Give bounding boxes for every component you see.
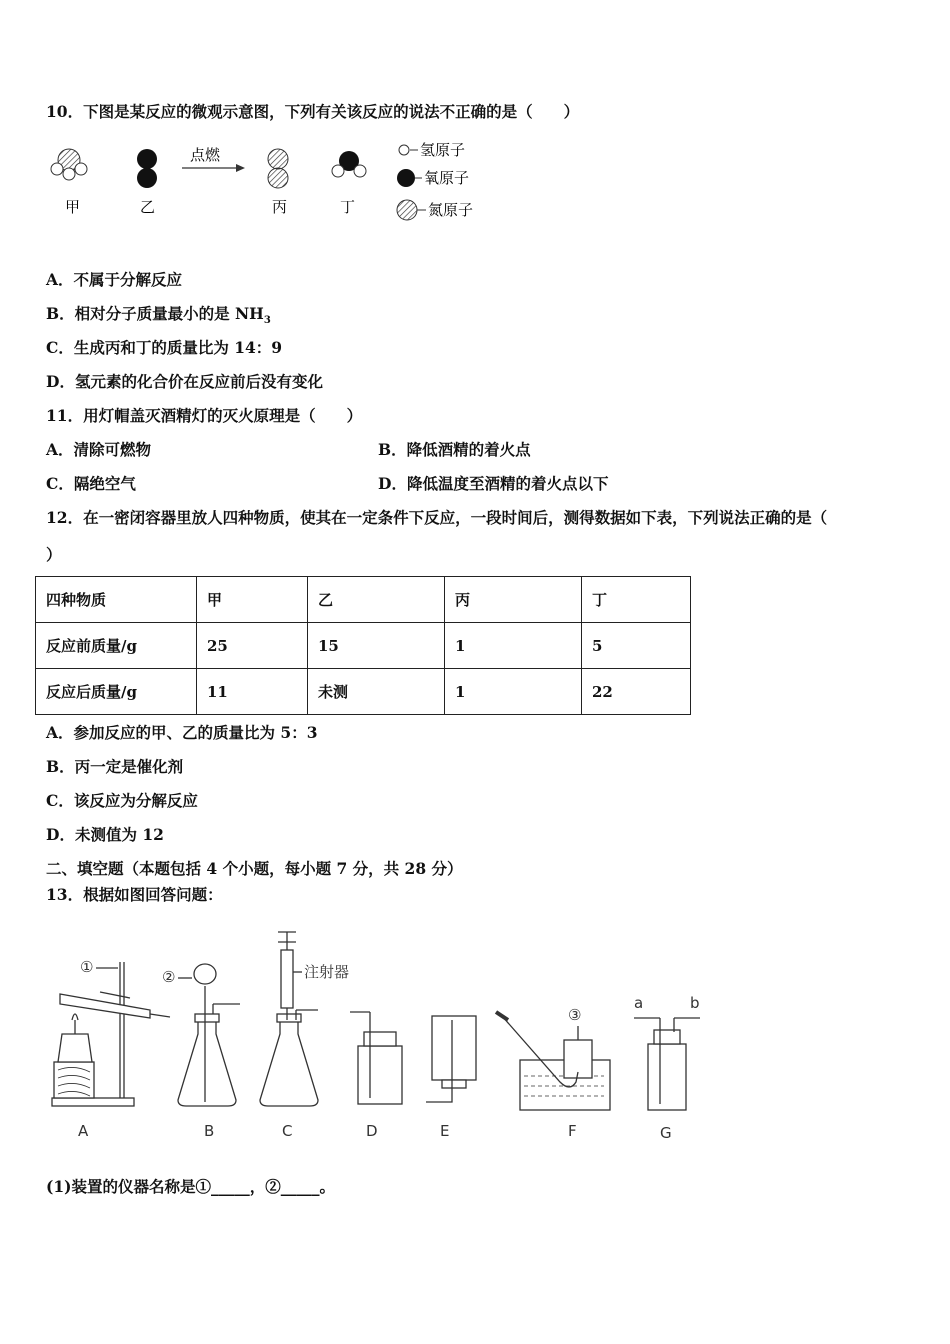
- apparatus-a: [52, 958, 170, 1140]
- table-cell: 反应前质量/g: [36, 623, 197, 669]
- apparatus-f: [496, 1006, 610, 1140]
- label-f: F: [568, 1122, 577, 1140]
- table-cell: 25: [197, 623, 308, 669]
- annotation-syringe: 注射器: [304, 963, 350, 981]
- table-header-cell: 丁: [582, 577, 691, 623]
- table-row: [36, 669, 691, 715]
- legend-nitrogen: 氮原子: [428, 201, 474, 219]
- q10-option-a: A．不属于分解反应: [46, 270, 183, 289]
- q13-sub1: (1)装置的仪器名称是①_____，②_____。: [46, 1177, 335, 1196]
- q12-option-d: D．未测值为 12: [46, 825, 164, 844]
- q11-stem: 11．用灯帽盖灭酒精灯的灭火原理是（ ）: [46, 406, 363, 425]
- annotation-three: ③: [568, 1006, 582, 1024]
- table-cell: 22: [582, 669, 691, 715]
- table-cell: 未测: [308, 669, 445, 715]
- q12-stem-line2: ）: [46, 545, 62, 564]
- q13-stem: 13．根据如图回答问题：: [46, 885, 223, 904]
- label-ding: 丁: [340, 198, 356, 216]
- annotation-two: ②: [162, 968, 176, 986]
- apparatus-g: [634, 994, 700, 1142]
- annotation-one: ①: [80, 958, 94, 976]
- table-cell: 1: [445, 669, 582, 715]
- q12-data-table: [35, 576, 691, 715]
- section2-title: 二、填空题（本题包括 4 个小题，每小题 7 分，共 28 分）: [46, 859, 463, 878]
- annotation-a: a: [634, 994, 644, 1012]
- reaction-diagram: [40, 140, 510, 230]
- label-yi: 乙: [140, 198, 156, 216]
- q12-option-c: C．该反应为分解反应: [46, 791, 198, 810]
- apparatus-d: [350, 1012, 402, 1140]
- q10-stem: 10．下图是某反应的微观示意图，下列有关该反应的说法不正确的是（ ）: [46, 102, 580, 121]
- table-header-row: [36, 577, 691, 623]
- molecule-yi: [137, 149, 157, 188]
- table-row: [36, 623, 691, 669]
- annotation-b: b: [690, 994, 700, 1012]
- table-cell: 15: [308, 623, 445, 669]
- label-bing: 丙: [272, 198, 288, 216]
- q11-option-d: D．降低温度至酒精的着火点以下: [378, 474, 609, 493]
- label-b: B: [204, 1122, 215, 1140]
- label-g: G: [660, 1124, 672, 1142]
- table-cell: 5: [582, 623, 691, 669]
- legend: [397, 141, 473, 220]
- q12-option-a: A．参加反应的甲、乙的质量比为 5：3: [46, 723, 318, 742]
- table-header-cell: 甲: [197, 577, 308, 623]
- q11-option-b: B．降低酒精的着火点: [378, 440, 531, 459]
- legend-oxygen: 氧原子: [424, 169, 470, 187]
- q10-option-c: C．生成丙和丁的质量比为 14：9: [46, 338, 283, 357]
- q12-option-b: B．丙一定是催化剂: [46, 757, 184, 776]
- q11-option-c: C．隔绝空气: [46, 474, 136, 493]
- label-e: E: [440, 1122, 450, 1140]
- apparatus-c: [260, 932, 349, 1140]
- molecule-ding: [332, 151, 366, 177]
- label-a: A: [78, 1122, 89, 1140]
- apparatus-b: [162, 964, 240, 1140]
- molecule-bing: [268, 149, 288, 188]
- q11-option-a: A．清除可燃物: [46, 440, 152, 459]
- table-header-cell: 四种物质: [36, 577, 197, 623]
- label-d: D: [366, 1122, 378, 1140]
- table-header-cell: 丙: [445, 577, 582, 623]
- q12-stem-line1: 12．在一密闭容器里放人四种物质，使其在一定条件下反应，一段时间后，测得数据如下表，下列说法正确的是（: [46, 508, 828, 527]
- table-header-cell: 乙: [308, 577, 445, 623]
- label-jia: 甲: [65, 198, 81, 216]
- q10-option-d: D．氢元素的化合价在反应前后没有变化: [46, 372, 323, 391]
- molecule-jia: [51, 149, 87, 180]
- table-cell: 11: [197, 669, 308, 715]
- label-c: C: [282, 1122, 293, 1140]
- reaction-arrow: [182, 146, 245, 172]
- apparatus-figure: [40, 922, 720, 1152]
- q10-option-b: B．相对分子质量最小的是 $NH_3$: [46, 304, 271, 327]
- arrow-text: 点燃: [190, 146, 221, 164]
- legend-hydrogen: 氢原子: [420, 141, 466, 159]
- table-cell: 1: [445, 623, 582, 669]
- apparatus-e: [426, 1016, 476, 1140]
- table-cell: 反应后质量/g: [36, 669, 197, 715]
